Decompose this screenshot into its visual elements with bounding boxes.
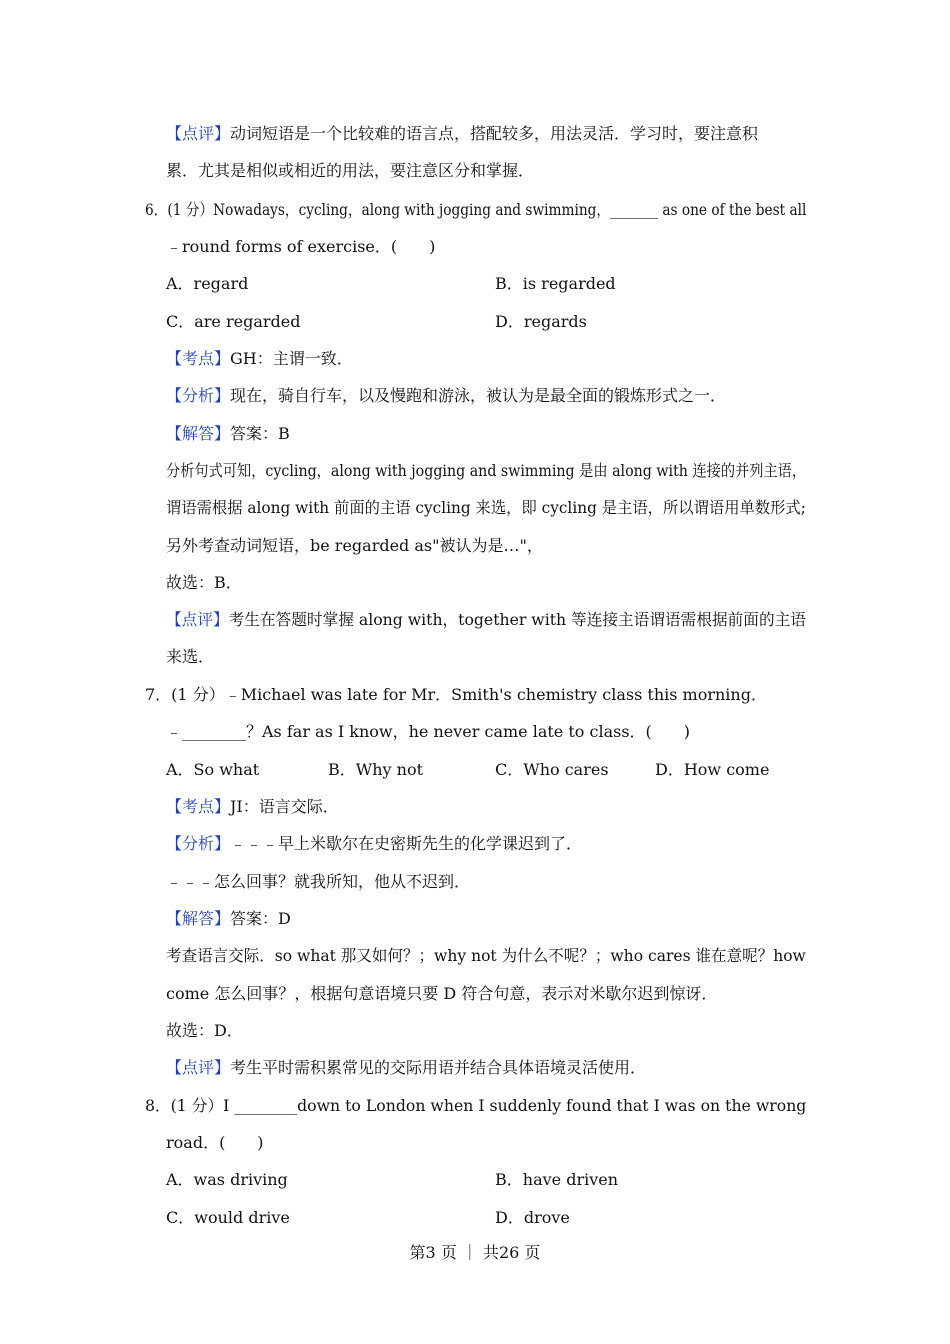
comment-tag: 【点评】: [166, 124, 231, 143]
question-6-stem-line2: ﹣round forms of exercise．( ): [166, 237, 436, 256]
dianping-text: 考生在答题时掌握 along with，together with 等连接主语谓语需根据前面的主语: [228, 610, 806, 629]
question-7-explanation-2: come 怎么回事？，根据句意语境只要 D 符合句意，表示对米歇尔迟到惊讶．: [166, 984, 718, 1003]
question-7-option-b: B．Why not: [328, 760, 424, 779]
question-8-option-a: A．was driving: [166, 1170, 288, 1189]
question-7-option-d: D．How come: [655, 760, 770, 779]
jieda-text: 答案：D: [230, 909, 291, 928]
question-7-stem-line2: ﹣________？As far as I know，he never came late to class．( ): [166, 722, 691, 741]
question-6-stem: 6．(1 分）Nowadays，cycling，along with jogging and swimming，_______ as one of the best all: [145, 200, 807, 219]
kaodian-tag: 【考点】: [166, 349, 231, 368]
question-6-option-c: C．are regarded: [166, 312, 301, 331]
question-7-option-a: A．So what: [166, 760, 260, 779]
question-6-jieda: [166, 424, 290, 444]
dianping-text: 考生平时需积累常见的交际用语并结合具体语境灵活使用．: [230, 1058, 647, 1077]
question-8-stem: 8．(1 分）I ________down to London when I suddenly found that I was on the wrong: [145, 1096, 807, 1115]
question-6-dianping: [166, 610, 806, 630]
page-footer: 第3 页 ｜ 共26 页: [409, 1243, 541, 1262]
kaodian-text: GH：主谓一致．: [230, 349, 353, 368]
fenxi-tag: 【分析】: [166, 386, 231, 405]
question-7-fenxi-line2: ﹣﹣﹣怎么回事？就我所知，他从不迟到．: [166, 872, 471, 891]
comment-line: [166, 124, 758, 144]
question-8-option-c: C．would drive: [166, 1208, 290, 1227]
question-6-explanation-3: 另外考查动词短语，be regarded as"被认为是…"，: [166, 536, 543, 555]
kaodian-tag: 【考点】: [166, 797, 231, 816]
question-6-choose: 故选：B．: [166, 573, 242, 592]
dianping-tag: 【点评】: [166, 610, 229, 629]
comment-text-line2: 累．尤其是相似或相近的用法，要注意区分和掌握．: [166, 161, 535, 180]
jieda-tag: 【解答】: [166, 909, 231, 928]
question-7-explanation-1: 考查语言交际．so what 那又如何？；why not 为什么不呢？；who cares 谁在意呢？how: [166, 946, 806, 965]
question-7-choose: 故选：D．: [166, 1021, 243, 1040]
question-7-fenxi: [166, 834, 582, 854]
question-8-stem-line2: road．( ): [166, 1133, 264, 1152]
question-7-stem: 7．(1 分）﹣Michael was late for Mr．Smith's chemistry class this morning．: [145, 685, 767, 704]
question-8-option-d: D．drove: [495, 1208, 570, 1227]
fenxi-text: 现在，骑自行车，以及慢跑和游泳，被认为是最全面的锻炼形式之一．: [230, 386, 727, 405]
question-6-explanation-2: 谓语需根据 along with 前面的主语 cycling 来选，即 cycling 是主语，所以谓语用单数形式;: [166, 498, 806, 517]
comment-text: 动词短语是一个比较难的语言点，搭配较多，用法灵活．学习时，要注意积: [230, 124, 759, 143]
question-7-jieda: [166, 909, 291, 929]
question-6-kaodian: [166, 349, 353, 369]
question-6-option-d: D．regards: [495, 312, 587, 331]
question-7-dianping: [166, 1058, 646, 1078]
jieda-text: 答案：B: [230, 424, 290, 443]
dianping-tag: 【点评】: [166, 1058, 231, 1077]
kaodian-text: JI：语言交际．: [230, 797, 339, 816]
question-8-option-b: B．have driven: [495, 1170, 619, 1189]
question-6-explanation-1: 分析句式可知，cycling，along with jogging and swimming 是由 along with 连接的并列主语，: [166, 461, 807, 480]
fenxi-tag: 【分析】: [166, 834, 231, 853]
question-6-option-a: A．regard: [166, 274, 249, 293]
jieda-tag: 【解答】: [166, 424, 231, 443]
question-6-option-b: B．is regarded: [495, 274, 616, 293]
question-7-kaodian: [166, 797, 339, 817]
question-6-fenxi: [166, 386, 726, 406]
fenxi-text: ﹣﹣﹣早上米歇尔在史密斯先生的化学课迟到了．: [230, 834, 583, 853]
question-7-option-c: C．Who cares: [495, 760, 609, 779]
question-6-dianping-line2: 来选．: [166, 647, 215, 666]
